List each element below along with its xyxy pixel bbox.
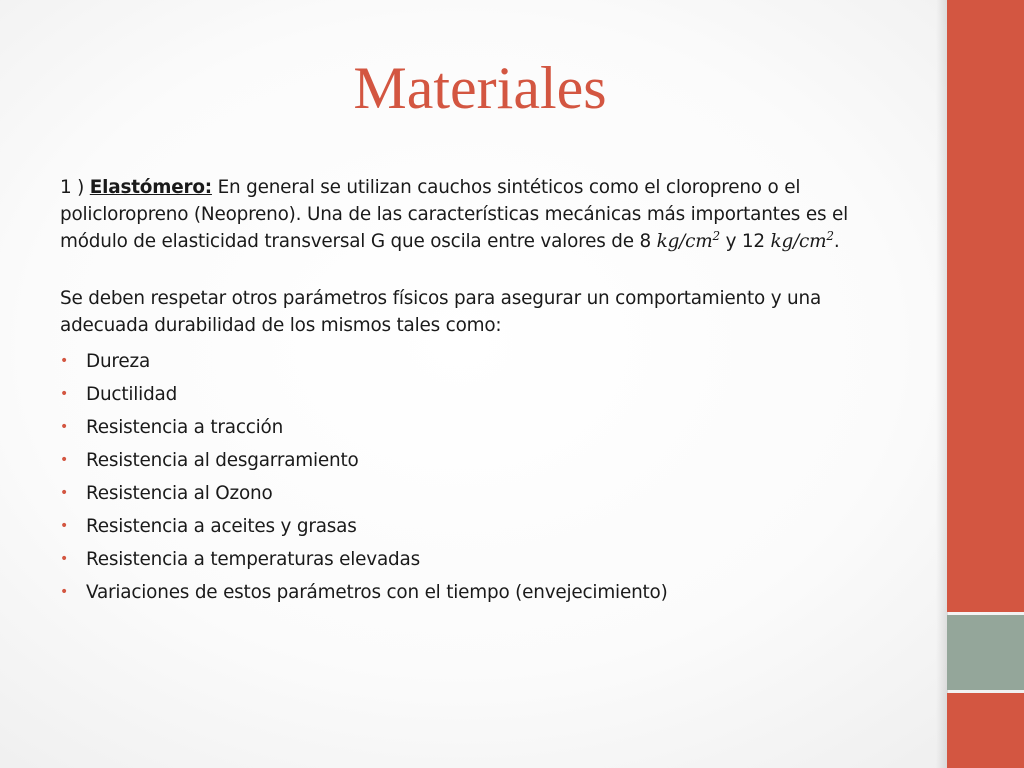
paragraph-text-b: y 12: [719, 231, 771, 252]
bullet-icon: •: [60, 386, 69, 402]
list-item-label: Variaciones de estos parámetros con el tiempo (envejecimiento): [86, 582, 668, 603]
list-item: [60, 510, 880, 543]
bullet-icon: •: [60, 419, 69, 435]
item-number: 1 ): [60, 177, 85, 198]
list-item: [60, 345, 880, 378]
list-item: [60, 477, 880, 510]
list-item: [60, 543, 880, 576]
list-item-label: Resistencia a aceites y grasas: [86, 516, 357, 537]
term-elastomer: Elastómero:: [89, 177, 212, 198]
list-item: [60, 576, 880, 609]
accent-bar-bottom: [947, 693, 1024, 768]
unit-kg-cm2-1: [657, 231, 720, 252]
list-item-label: Resistencia a temperaturas elevadas: [86, 549, 420, 570]
bullet-icon: •: [60, 518, 69, 534]
list-item-label: Resistencia a tracción: [86, 417, 284, 438]
bullet-icon: •: [60, 353, 69, 369]
unit-exponent-1: 2: [712, 229, 720, 243]
list-item: [60, 444, 880, 477]
list-item-label: Resistencia al Ozono: [86, 483, 273, 504]
bullet-icon: •: [60, 485, 69, 501]
accent-bar-top: [947, 0, 1024, 612]
unit-exponent-2: 2: [826, 229, 834, 243]
bullet-icon: •: [60, 551, 69, 567]
bullet-list: [60, 345, 880, 609]
list-item: [60, 378, 880, 411]
slide-title: Materiales: [353, 55, 607, 121]
unit-base-1: kg/cm: [656, 231, 713, 252]
unit-kg-cm2-2: [771, 231, 834, 252]
paragraph-parameters: Se deben respetar otros parámetros físicos para asegurar un comportamiento y una adecuada durabilidad de los mismos tales como:: [60, 288, 822, 336]
list-item: [60, 411, 880, 444]
list-item-label: Ductilidad: [86, 384, 178, 405]
accent-bar-middle: [947, 615, 1024, 690]
paragraph-text-c: .: [833, 231, 840, 252]
slide-body: [60, 174, 880, 609]
paragraph-text-a: En general se utilizan cauchos sintéticos como el cloropreno o el policloropreno (Neopreno). Una de las características mecánicas más importantes es el módulo de elasticidad transversal G que oscila entre valores de 8: [60, 177, 849, 252]
list-item-label: Resistencia al desgarramiento: [86, 450, 359, 471]
bullet-icon: •: [60, 584, 69, 600]
list-item-label: Dureza: [86, 351, 151, 372]
paragraph-elastomer: [60, 174, 880, 255]
bullet-icon: •: [60, 452, 69, 468]
unit-base-2: kg/cm: [770, 231, 827, 252]
